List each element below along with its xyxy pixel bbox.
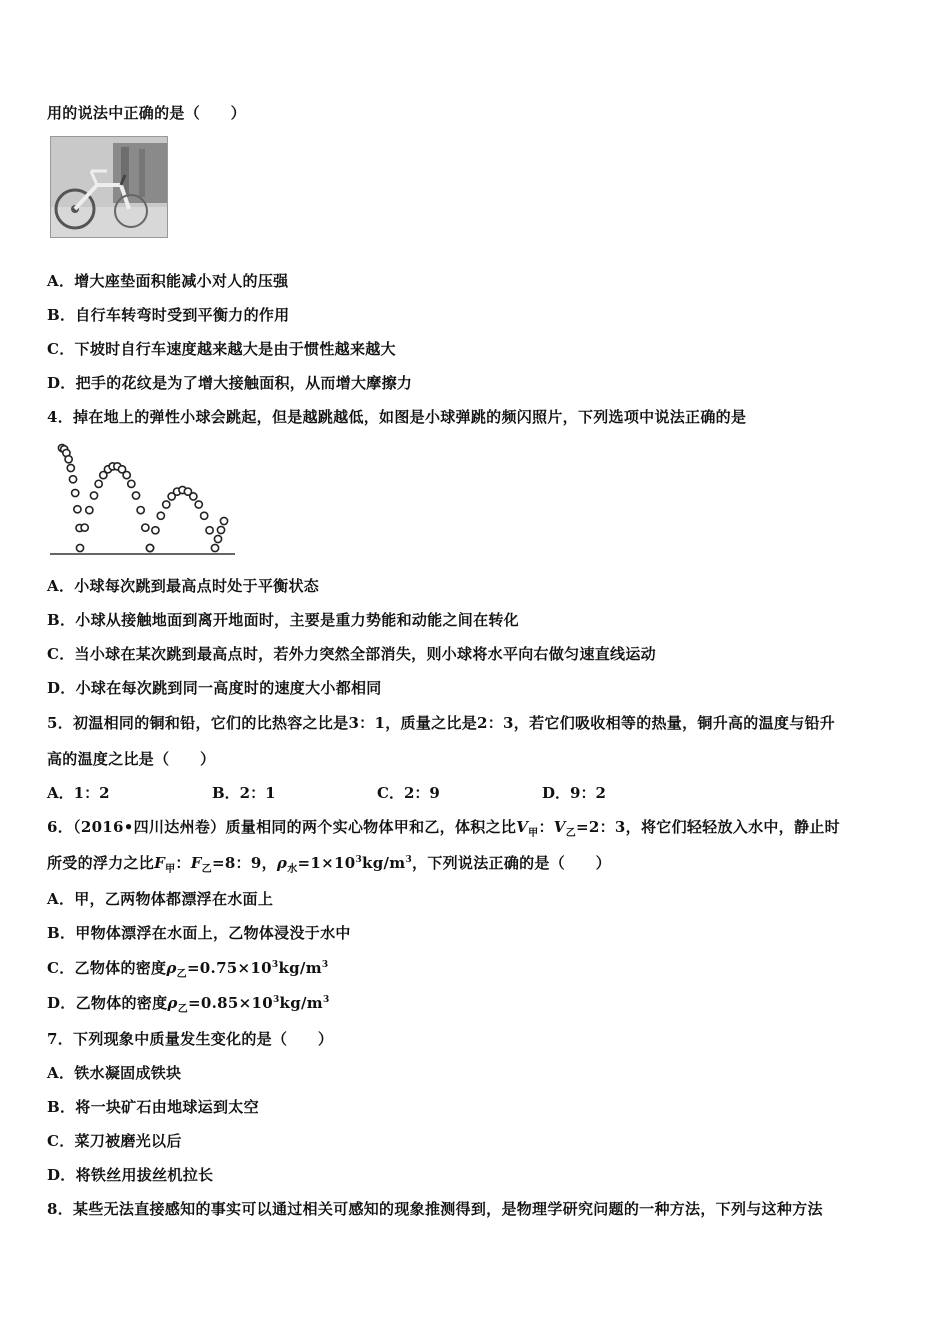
ball-image — [146, 544, 153, 551]
q5-option-c: C．2：9 — [377, 784, 440, 802]
ball-image — [220, 517, 227, 524]
ball-image — [214, 535, 221, 542]
q4-option-d: D．小球在每次跳到同一高度时的速度大小都相同 — [47, 679, 382, 697]
ball-image — [72, 489, 79, 496]
ball-image — [163, 501, 170, 508]
ball-image — [132, 492, 139, 499]
q4-option-c: C．当小球在某次跳到最高点时，若外力突然全部消失，则小球将水平向右做匀速直线运动 — [47, 645, 656, 663]
q4-option-a: A．小球每次跳到最高点时处于平衡状态 — [47, 577, 320, 595]
q6-option-c: C．乙物体的密度$\rho_乙=0.75\times 10^3kg/m^3$ — [47, 959, 329, 980]
q6-option-b: B．甲物体漂浮在水面上，乙物体浸没于水中 — [47, 924, 351, 942]
question-5-line-1: 5．初温相同的铜和铅，它们的比热容之比是3：1，质量之比是2：3，若它们吸收相等的热量，铜升高的温度与铅升 — [47, 714, 836, 732]
q6-option-d: D．乙物体的密度$\rho_乙=0.85\times 10^3kg/m^3$ — [47, 994, 330, 1015]
ball-image — [95, 480, 102, 487]
ball-image — [74, 506, 81, 513]
question-5-line-2: 高的温度之比是（ ） — [47, 750, 216, 768]
q5-option-d: D．9：2 — [542, 784, 606, 802]
ball-image — [69, 476, 76, 483]
ball-image — [86, 506, 93, 513]
question-7-stem: 7．下列现象中质量发生变化的是（ ） — [47, 1030, 334, 1048]
q3-option-d: D．把手的花纹是为了增大接触面积，从而增大摩擦力 — [47, 374, 413, 392]
q6-option-a: A．甲，乙两物体都漂浮在水面上 — [47, 890, 274, 908]
ball-image — [128, 480, 135, 487]
ball-image — [157, 512, 164, 519]
ball-image — [76, 544, 83, 551]
q4-option-b: B．小球从接触地面到离开地面时，主要是重力势能和动能之间在转化 — [47, 611, 519, 629]
ball-image — [206, 527, 213, 534]
q7-option-b: B．将一块矿石由地球运到太空 — [47, 1098, 259, 1116]
ball-image — [195, 501, 202, 508]
q5-option-b: B．2：1 — [212, 784, 276, 802]
bouncing-ball-figure — [50, 440, 240, 560]
q3-option-c: C．下坡时自行车速度越来越大是由于惯性越来越大 — [47, 340, 396, 358]
ball-image — [211, 544, 218, 551]
question-3-stem-tail: 用的说法中正确的是（ ） — [47, 104, 246, 122]
q3-option-a: A．增大座垫面积能减小对人的压强 — [47, 272, 289, 290]
ball-image — [67, 464, 74, 471]
ball-image — [201, 512, 208, 519]
ball-image — [137, 506, 144, 513]
ball-image — [123, 472, 130, 479]
question-8-stem: 8．某些无法直接感知的事实可以通过相关可感知的现象推测得到，是物理学研究问题的一种方法，下列与这种方法 — [47, 1200, 823, 1218]
q3-option-b: B．自行车转弯时受到平衡力的作用 — [47, 306, 290, 324]
q7-option-a: A．铁水凝固成铁块 — [47, 1064, 182, 1082]
question-6-line-2: 所受的浮力之比$F_甲$：$F_乙=8$：9，$\rho_水=1\times 10^3kg/m^3$，下列说法正确的是（ ） — [47, 854, 611, 875]
ball-image — [81, 524, 88, 531]
ball-image — [152, 527, 159, 534]
bicycle-photo — [50, 136, 168, 238]
ball-image — [190, 493, 197, 500]
ball-image — [142, 524, 149, 531]
question-6-line-1: 6．（2016•四川达州卷）质量相同的两个实心物体甲和乙，体积之比$V_甲$：$V_乙=2$：3，将它们轻轻放入水中，静止时 — [47, 818, 840, 839]
ball-image — [217, 526, 224, 533]
q7-option-d: D．将铁丝用拔丝机拉长 — [47, 1166, 214, 1184]
ball-image — [90, 492, 97, 499]
ball-image — [65, 456, 72, 463]
q5-option-a: A．1：2 — [47, 784, 110, 802]
q7-option-c: C．菜刀被磨光以后 — [47, 1132, 182, 1150]
question-4-stem: 4．掉在地上的弹性小球会跳起，但是越跳越低，如图是小球弹跳的频闪照片，下列选项中说法正确的是 — [47, 408, 747, 426]
